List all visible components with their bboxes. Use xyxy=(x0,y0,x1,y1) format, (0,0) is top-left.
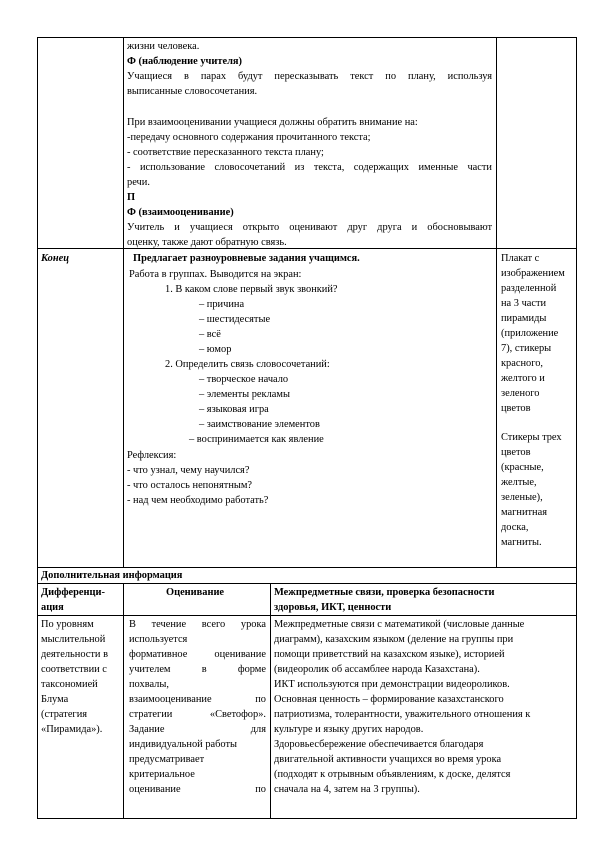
border-col-c xyxy=(123,583,124,819)
text-line: стратегии «Светофор». xyxy=(129,709,266,720)
list-item: - над чем необходимо работать? xyxy=(127,495,269,506)
header-differentiation: Дифференци- xyxy=(41,587,105,598)
resource-line: (приложение xyxy=(501,328,559,339)
text-line: патриотизма, толерантности, уважительного отношения к xyxy=(274,709,531,720)
text-line: Блума xyxy=(41,694,69,705)
resource-line: Плакат с xyxy=(501,253,540,264)
text-line: двигательной активности учащихся во время урока xyxy=(274,754,502,765)
text-line: сначала на 4, затем на 3 группы). xyxy=(274,784,420,795)
resource-line: разделенной xyxy=(501,283,557,294)
list-item: – языковая игра xyxy=(199,404,269,415)
text-line: диаграмм), казахским языком (деление на группы при xyxy=(274,634,514,645)
text-line: выписанные словосочетания. xyxy=(127,86,258,97)
header-connections-cont: здоровья, ИКТ, ценности xyxy=(274,602,392,613)
text-line: похвалы, xyxy=(129,679,169,690)
reflection-heading: Рефлексия: xyxy=(127,450,177,461)
border-row-4 xyxy=(37,615,577,616)
text-line: При взаимооценивании учащиеся должны обратить внимание на: xyxy=(127,117,418,128)
text-line: предусматривает xyxy=(129,754,205,765)
border-left xyxy=(37,37,38,819)
resource-line: цветов xyxy=(501,403,531,414)
border-right xyxy=(576,37,577,819)
border-bottom xyxy=(37,818,577,819)
stage-label: Конец xyxy=(41,253,70,264)
text-line: культуре и языку других народов. xyxy=(274,724,424,735)
text-line: (подходят к отрывным объявлениям, к доске, делятся xyxy=(274,769,511,780)
list-item: – всё xyxy=(199,329,221,340)
list-item: - что осталось непонятным? xyxy=(127,480,253,491)
border-row-3 xyxy=(37,583,577,584)
letter-heading: П xyxy=(127,192,136,203)
text-line: ИКТ используются при демонстрации видеороликов. xyxy=(274,679,510,690)
resource-line: зеленого xyxy=(501,388,540,399)
text-line: В течение всего урока xyxy=(129,619,266,630)
text-line: речи. xyxy=(127,177,150,188)
border-col-d xyxy=(270,583,271,819)
text-line: -передачу основного содержания прочитанного текста; xyxy=(127,132,371,143)
text-line: Задание для xyxy=(129,724,266,735)
text-line: индивидуальной работы xyxy=(129,739,237,750)
resource-line: изображением xyxy=(501,268,565,279)
text-line: Здоровьесбережение обеспечивается благодаря xyxy=(274,739,484,750)
text-line: (стратегия xyxy=(41,709,88,720)
list-item: – шестидесятые xyxy=(199,314,271,325)
resource-line: 7), стикеры xyxy=(501,343,552,354)
header-assessment: Оценивание xyxy=(166,587,225,598)
resource-line: (красные, xyxy=(501,462,544,473)
resource-line: зеленые), xyxy=(501,492,543,503)
resource-line: красного, xyxy=(501,358,544,369)
resource-line: доска, xyxy=(501,522,529,533)
resource-line: магнитная xyxy=(501,507,547,518)
list-item: – элементы рекламы xyxy=(199,389,290,400)
text-line: формативное оценивание xyxy=(129,649,266,660)
list-item: – причина xyxy=(199,299,245,310)
text-line: критериальное xyxy=(129,769,195,780)
resource-line: на 3 части xyxy=(501,298,547,309)
text-line: - соответствие пересказанного текста плану; xyxy=(127,147,324,158)
text-line: используется xyxy=(129,634,188,645)
border-col-b xyxy=(496,37,497,568)
text-line: По уровням xyxy=(41,619,94,630)
text-line: деятельности в xyxy=(41,649,108,660)
resource-line: Стикеры трех xyxy=(501,432,562,443)
text-line: взаимооценивание по xyxy=(129,694,266,705)
list-item: 1. В каком слове первый звук звонкий? xyxy=(165,284,338,295)
header-connections: Межпредметные связи, проверка безопасности xyxy=(274,587,495,598)
text-line: «Пирамида»). xyxy=(41,724,103,735)
resource-line: магниты. xyxy=(501,537,542,548)
header-differentiation-cont: ация xyxy=(41,602,64,613)
list-item: – заимствование элементов xyxy=(199,419,320,430)
text-line: Учащиеся в парах будут пересказывать текст по плану, используя xyxy=(127,71,492,82)
text-line: (видеоролик об ассамблее народа Казахстана). xyxy=(274,664,480,675)
additional-info-title: Дополнительная информация xyxy=(41,570,183,581)
text-line: мыслительной xyxy=(41,634,106,645)
text-line: оценку, также дают обратную связь. xyxy=(127,237,287,248)
text-line: - использование словосочетаний из текста, содержащих именные части xyxy=(127,162,492,173)
list-item: 2. Определить связь словосочетаний: xyxy=(165,359,330,370)
list-item: – воспринимается как явление xyxy=(189,434,324,445)
text-line: соответствии с xyxy=(41,664,107,675)
list-item: – юмор xyxy=(199,344,232,355)
text-line: оценивание по xyxy=(129,784,266,795)
text-line: жизни человека. xyxy=(127,41,200,52)
text-line: Работа в группах. Выводится на экран: xyxy=(129,269,302,280)
task-heading: Предлагает разноуровневые задания учащимся. xyxy=(133,253,360,264)
resource-line: пирамиды xyxy=(501,313,547,324)
border-col-a xyxy=(123,37,124,568)
resource-line: цветов xyxy=(501,447,531,458)
text-line: учителем в форме xyxy=(129,664,266,675)
text-line: Межпредметные связи с математикой (числовые данные xyxy=(274,619,525,630)
assessment-heading: Ф (взаимооценивание) xyxy=(127,207,234,218)
resource-line: желтого и xyxy=(501,373,545,384)
text-line: Основная ценность – формирование казахстанского xyxy=(274,694,504,705)
list-item: – творческое начало xyxy=(199,374,289,385)
text-line: таксономией xyxy=(41,679,98,690)
resource-line: желтые, xyxy=(501,477,537,488)
text-line: Учитель и учащиеся открыто оценивают друг друга и обосновывают xyxy=(127,222,492,233)
list-item: - что узнал, чему научился? xyxy=(127,465,250,476)
assessment-heading: Ф (наблюдение учителя) xyxy=(127,56,242,67)
text-line: помощи приветствий на казахском языке), историей xyxy=(274,649,505,660)
